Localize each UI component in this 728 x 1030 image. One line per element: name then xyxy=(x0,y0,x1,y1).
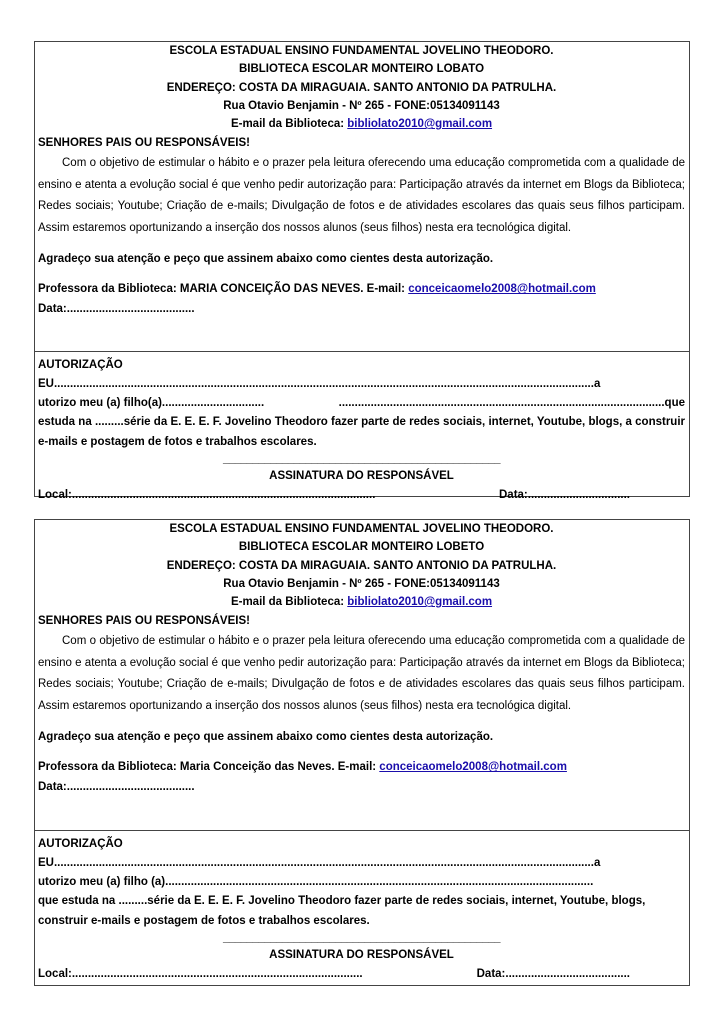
letterhead xyxy=(38,520,685,611)
footer-row xyxy=(38,964,685,984)
date-field[interactable]: Data:....................................... xyxy=(476,968,630,980)
authorization-section xyxy=(35,352,689,505)
teacher-label: Professora da Biblioteca: Maria Conceição das Neves. E-mail: xyxy=(38,761,380,774)
library-email-link[interactable]: bibliolato2010@gmail.com xyxy=(347,118,493,131)
thanks-line: Agradeço sua atenção e peço que assinem abaixo como cientes desta autorização. xyxy=(38,253,494,266)
address: ENDEREÇO: COSTA DA MIRAGUAIA. SANTO ANTONIO DA PATRULHA. xyxy=(166,81,557,94)
child-name-line xyxy=(38,394,685,413)
local-field[interactable]: Local:........................................................................................... xyxy=(38,968,363,980)
letter-body: Com o objetivo de estimular o hábito e o prazer pela leitura oferecendo uma educação comprometida com a qualidade de ensino e atenta a evolução social é que venho pedir autorização para: Participação através da internet em Blogs da Biblioteca; Redes sociais; Youtube; Criação de e-mails; Divulgação de fotos e de atividades escolares das quais seus filhos participam. Assim estaremos oportunizando a inserção dos nossos alunos (seus filhos) nesta era tecnológica digital. xyxy=(38,157,685,234)
school-name: ESCOLA ESTADUAL ENSINO FUNDAMENTAL JOVELINO THEODORO. xyxy=(169,45,554,57)
thanks-line: Agradeço sua atenção e peço que assinem abaixo como cientes desta autorização. xyxy=(38,731,494,744)
authorization-title: AUTORIZAÇÃO xyxy=(38,838,123,850)
greeting: SENHORES PAIS OU RESPONSÁVEIS! xyxy=(38,137,250,150)
street-phone: Rua Otavio Benjamin - Nº 265 - FONE:05134091143 xyxy=(223,577,500,590)
child-name-field[interactable]: utorizo meu (a) filho (a)...................................................................................................................................... xyxy=(38,876,594,888)
signature-field[interactable]: _______________________________________________ xyxy=(222,932,501,944)
signature-field[interactable]: _______________________________________________ xyxy=(222,453,501,465)
letter-section xyxy=(35,42,689,352)
child-name-field[interactable]: utorizo meu (a) filho(a)................................ xyxy=(38,397,265,409)
letter-section xyxy=(35,520,689,831)
date-line: Data:........................................ xyxy=(38,781,195,794)
address: ENDEREÇO: COSTA DA MIRAGUAIA. SANTO ANTONIO DA PATRULHA. xyxy=(166,559,557,572)
footer-row xyxy=(38,485,685,505)
authorization-text: estuda na .........série da E. E. E. F. Jovelino Theodoro fazer parte de redes sociais, internet, Youtube, blogs, a construir e-mails e postagem de fotos e trabalhos escolares. xyxy=(38,416,685,448)
signature-caption: ASSINATURA DO RESPONSÁVEL xyxy=(269,949,454,961)
school-name: ESCOLA ESTADUAL ENSINO FUNDAMENTAL JOVELINO THEODORO. xyxy=(169,523,554,535)
parent-name-field[interactable]: EU.........................................................................................................................................................................a xyxy=(38,378,601,390)
library-name: BIBLIOTECA ESCOLAR MONTEIRO LOBETO xyxy=(238,541,485,554)
email-label: E-mail da Biblioteca: xyxy=(230,596,348,609)
authorization-form-1 xyxy=(34,41,690,501)
letterhead xyxy=(38,42,685,133)
date-field[interactable]: Data:................................ xyxy=(499,489,630,501)
email-label: E-mail da Biblioteca: xyxy=(230,118,348,131)
date-line: Data:........................................ xyxy=(38,303,195,316)
authorization-section xyxy=(35,831,689,984)
authorization-text: que estuda na .........série da E. E. E. F. Jovelino Theodoro fazer parte de redes sociais, internet, Youtube, blogs, construir e-mails e postagem de fotos e trabalhos escolares. xyxy=(38,895,646,927)
library-email-line xyxy=(38,115,685,133)
signature-caption: ASSINATURA DO RESPONSÁVEL xyxy=(269,470,454,482)
authorization-form-2 xyxy=(34,519,690,986)
parent-name-field[interactable]: EU.........................................................................................................................................................................a xyxy=(38,857,601,869)
street-phone: Rua Otavio Benjamin - Nº 265 - FONE:05134091143 xyxy=(223,99,500,112)
teacher-line xyxy=(38,279,685,299)
teacher-line xyxy=(38,757,685,777)
teacher-email-link[interactable]: conceicaomelo2008@hotmail.com xyxy=(408,283,596,296)
teacher-label: Professora da Biblioteca: MARIA CONCEIÇÃO DAS NEVES. E-mail: xyxy=(38,283,409,296)
greeting: SENHORES PAIS OU RESPONSÁVEIS! xyxy=(38,615,250,628)
library-name: BIBLIOTECA ESCOLAR MONTEIRO LOBATO xyxy=(238,63,485,76)
teacher-email-link[interactable]: conceicaomelo2008@hotmail.com xyxy=(379,761,567,774)
library-email-link[interactable]: bibliolato2010@gmail.com xyxy=(347,596,493,609)
child-name-field-cont[interactable]: ......................................................................................................que xyxy=(338,397,685,409)
local-field[interactable]: Local:............................................................................................... xyxy=(38,489,376,501)
authorization-title: AUTORIZAÇÃO xyxy=(38,359,123,371)
library-email-line xyxy=(38,593,685,611)
letter-body: Com o objetivo de estimular o hábito e o prazer pela leitura oferecendo uma educação comprometida com a qualidade de ensino e atenta a evolução social é que venho pedir autorização para: Participação através da internet em Blogs da Biblioteca; Redes sociais; Youtube; Criação de e-mails; Divulgação de fotos e de atividades escolares das quais seus filhos participam. Assim estaremos oportunizando a inserção dos nossos alunos (seus filhos) nesta era tecnológica digital. xyxy=(38,635,685,712)
